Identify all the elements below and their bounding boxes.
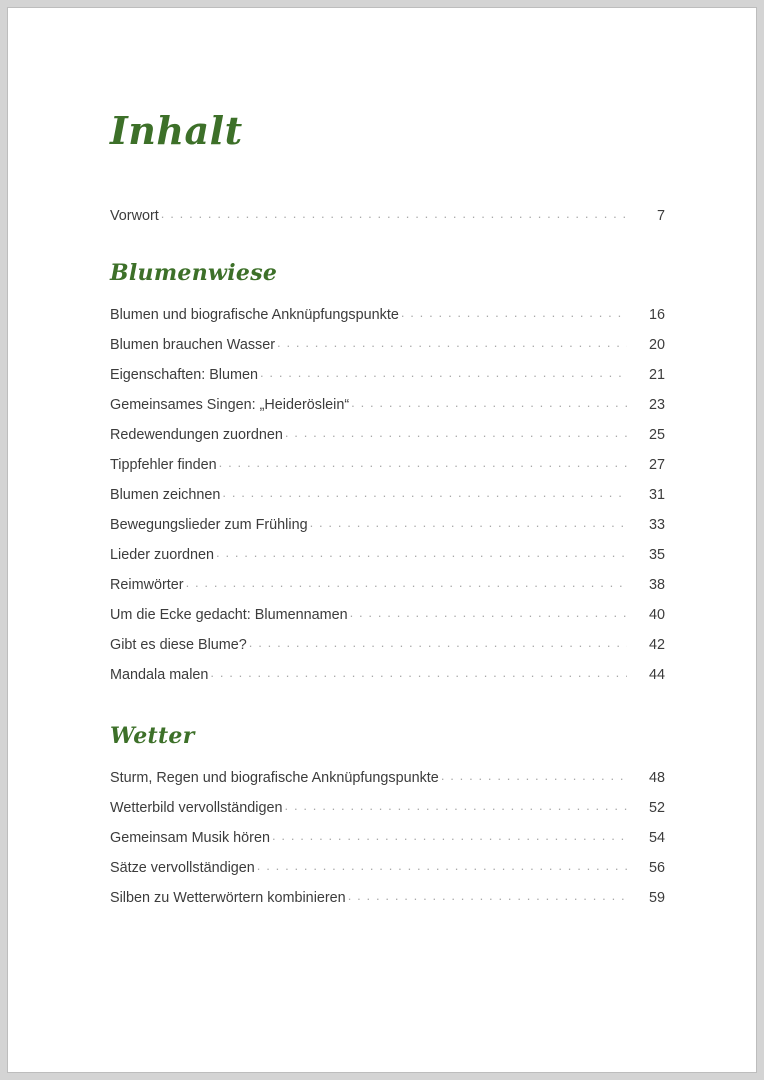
toc-entry[interactable] [104,768,665,798]
toc-entry-label: Gemeinsam Musik hören [110,830,270,847]
spacer [104,747,665,768]
toc-entry-label: Eigenschaften: Blumen [110,367,258,384]
toc-entry-page-number: 33 [648,517,665,534]
toc-dot-leader [401,305,627,319]
toc-entry-label: Sturm, Regen und biografische Anknüpfungspunkte [110,770,439,787]
toc-entry[interactable] [104,545,665,575]
toc-entry[interactable] [104,665,665,695]
toc-intro-entry-list [104,206,665,236]
toc-entry-page-number: 54 [648,830,665,847]
toc-entry[interactable] [104,365,665,395]
toc-dot-leader [219,455,627,469]
toc-entry-page-number: 52 [648,800,665,817]
toc-entry-page-number: 7 [656,208,665,225]
toc-dot-leader [249,635,627,649]
toc-entry[interactable] [104,485,665,515]
spacer [104,150,665,206]
toc-entry-label: Blumen brauchen Wasser [110,337,276,354]
toc-dot-leader [350,605,627,619]
toc-entry[interactable] [104,206,665,236]
toc-entry-label: Gibt es diese Blume? [110,637,247,654]
toc-entry-label: Wetterbild vervollständigen [110,800,283,817]
toc-dot-leader [285,798,627,812]
toc-entry-label: Sätze vervollständigen [110,860,255,877]
toc-dot-leader [351,395,627,409]
toc-entry-page-number: 27 [648,457,665,474]
toc-entry-page-number: 56 [648,860,665,877]
toc-entry[interactable] [104,635,665,665]
toc-dot-leader [186,575,627,589]
toc-entry-label: Blumen zeichnen [110,487,221,504]
toc-entry[interactable] [104,575,665,605]
toc-entry-label: Blumen und biografische Anknüpfungspunkte [110,307,399,324]
toc-dot-leader [216,545,627,559]
toc-entry-page-number: 31 [648,487,665,504]
toc-entry-page-number: 20 [648,337,665,354]
toc-entry-label: Gemeinsames Singen: „Heideröslein“ [110,397,350,414]
spacer [104,695,665,725]
toc-entry[interactable] [104,798,665,828]
page-title: Inhalt [110,108,243,153]
toc-entry[interactable] [104,888,665,918]
toc-entry-label: Redewendungen zuordnen [110,427,283,444]
toc-entry-list [104,305,665,695]
toc-entry[interactable] [104,335,665,365]
toc-entry-label: Tippfehler finden [110,457,217,474]
toc-dot-leader [272,828,627,842]
toc-dot-leader [348,888,627,902]
spacer [104,236,665,262]
toc-entry[interactable] [104,305,665,335]
spacer [104,284,665,305]
toc-entry-label: Reimwörter [110,577,184,594]
toc-entry-page-number: 42 [648,637,665,654]
toc-entry-page-number: 59 [648,890,665,907]
page-sheet [7,7,757,1073]
toc-dot-leader [441,768,627,782]
toc-entry-label: Lieder zuordnen [110,547,215,564]
toc-entry[interactable] [104,858,665,888]
toc-entry-page-number: 23 [648,397,665,414]
toc-entry[interactable] [104,515,665,545]
toc-entry-page-number: 38 [648,577,665,594]
toc-dot-leader [257,858,627,872]
toc-entry-page-number: 44 [648,667,665,684]
toc-entry[interactable] [104,828,665,858]
toc-dot-leader [210,665,627,679]
toc-section-heading: Wetter [110,723,195,749]
toc-entry-page-number: 21 [648,367,665,384]
toc-entry-page-number: 25 [648,427,665,444]
toc-entry-label: Vorwort [110,208,159,225]
table-of-contents [104,108,665,918]
toc-dot-leader [161,206,627,220]
toc-entry[interactable] [104,425,665,455]
toc-entry-label: Bewegungslieder zum Frühling [110,517,308,534]
toc-dot-leader [222,485,627,499]
toc-entry-page-number: 40 [648,607,665,624]
toc-sections [104,262,665,918]
toc-section-heading: Blumenwiese [110,260,278,286]
toc-entry-page-number: 48 [648,770,665,787]
toc-entry[interactable] [104,395,665,425]
toc-entry[interactable] [104,605,665,635]
toc-entry-label: Um die Ecke gedacht: Blumennamen [110,607,348,624]
toc-entry-list [104,768,665,918]
toc-entry[interactable] [104,455,665,485]
toc-dot-leader [277,335,627,349]
toc-dot-leader [285,425,627,439]
toc-entry-label: Mandala malen [110,667,209,684]
toc-dot-leader [310,515,627,529]
toc-entry-page-number: 16 [648,307,665,324]
toc-entry-page-number: 35 [648,547,665,564]
toc-entry-label: Silben zu Wetterwörtern kombinieren [110,890,346,907]
toc-dot-leader [260,365,627,379]
